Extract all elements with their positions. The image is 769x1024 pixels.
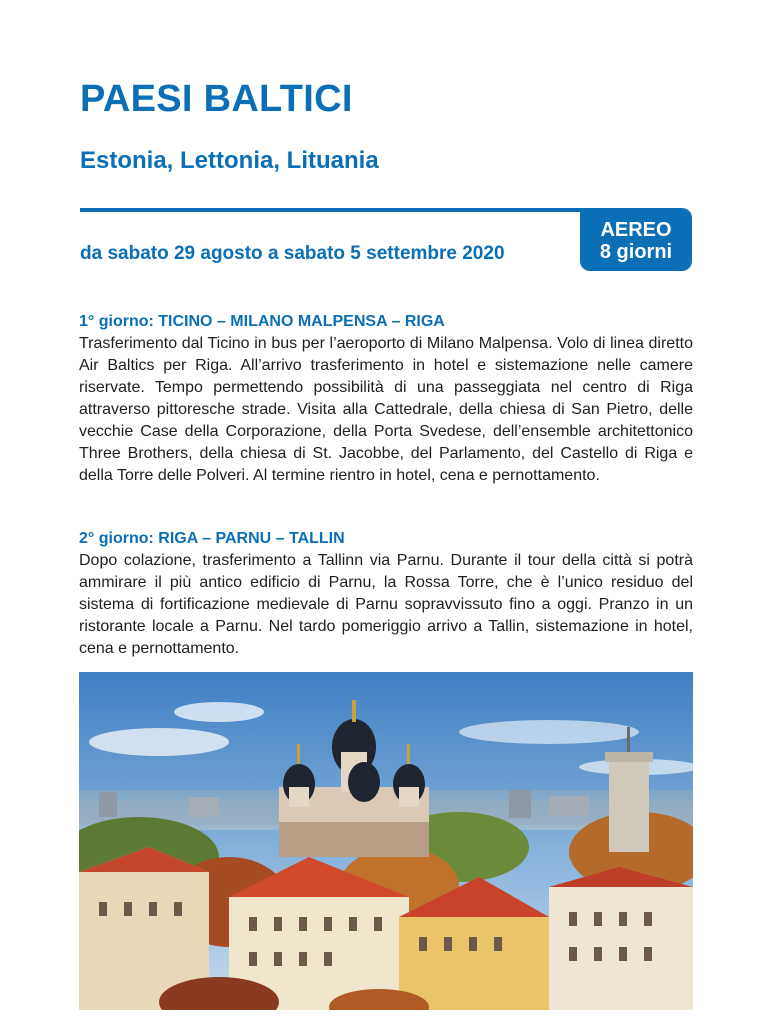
transport-label: AEREO [600,219,672,241]
itinerary-day-2 [79,528,693,660]
day-title: 1° giorno: TICINO – MILANO MALPENSA – RIGA [79,313,445,330]
duration-label: 8 giorni [599,241,673,263]
page-subtitle: Estonia, Lettonia, Lituania [80,147,379,174]
day-title: 2° giorno: RIGA – PARNU – TALLIN [79,530,345,547]
day-description: Trasferimento dal Ticino in bus per l’aeroporto di Milano Malpensa. Volo di linea diretto Air Baltics per Riga. All’arrivo trasferimento in hotel e sistemazione nelle camere riservate. Tempo permettendo possibilità di una passeggiata nel centro di Riga attraverso pittoresche strade. Visita alla Cattedrale, della chiesa di San Pietro, delle vecchie Case della Corporazione, della Porta Svedese, dell’ensemble architettonico Three Brothers, della chiesa di St. Jacobbe, del Parlamento, del Castello di Riga e della Torre delle Polveri. Al termine rientro in hotel, cena e pernottamento. [79,335,693,484]
trip-dates: da sabato 29 agosto a sabato 5 settembre 2020 [80,243,505,264]
header-divider [80,208,592,212]
day-description: Dopo colazione, trasferimento a Tallinn via Parnu. Durante il tour della città si potrà ammirare il più antico edificio di Parnu, la Rossa Torre, che è l’unico residuo del sistema di fortificazione medievale di Parnu sopravvissuto fino a oggi. Pranzo in un ristorante locale a Parnu. Nel tardo pomeriggio arrivo a Tallin, sistemazione in hotel, cena e pernottamento. [79,552,693,657]
tallinn-skyline-photo [79,672,693,1010]
itinerary-day-1 [79,311,693,487]
trip-badge [580,208,692,271]
page-title: PAESI BALTICI [80,78,353,120]
